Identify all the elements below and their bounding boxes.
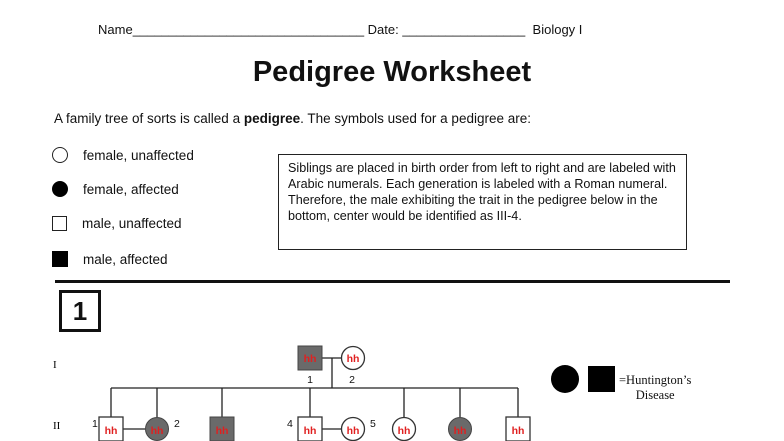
genotype-label: hh [346, 353, 360, 365]
generation-label-i: I [53, 359, 57, 371]
individual-number: 1 [92, 418, 98, 430]
page-title: Pedigree Worksheet [252, 56, 532, 88]
intro-before: A family tree of sorts is called a [54, 111, 244, 126]
date-field[interactable]: _________________ [402, 22, 526, 37]
disease-legend-line1: =Huntington’s [619, 373, 692, 387]
legend-label: male, affected [83, 251, 168, 267]
generation-label-ii: II [53, 420, 61, 432]
individual-number: 1 [307, 374, 313, 386]
date-label: Date: [367, 22, 399, 37]
legend-label: female, affected [83, 181, 179, 197]
disease-legend [619, 373, 691, 403]
individual-ii-5[interactable] [342, 418, 377, 441]
genotype-label: hh [511, 425, 525, 437]
individual-ii-2[interactable] [146, 418, 181, 441]
individual-i-2[interactable] [342, 347, 365, 387]
instructions-note: Siblings are placed in birth order from left to right and are labeled with Arabic numerals. Each generation is labeled with a Roman numeral. Therefore, the male exhibiting the trait in the pedigree below in the bottom, center would be identified as III-4. [278, 154, 687, 250]
legend-label: male, unaffected [82, 215, 182, 231]
individual-number: 2 [174, 418, 180, 430]
genotype-label: hh [150, 425, 164, 437]
individual-number: 4 [287, 418, 293, 430]
genotype-label: hh [397, 425, 411, 437]
individual-number: 2 [349, 374, 355, 386]
genotype-label: hh [104, 425, 118, 437]
intro-after: . The symbols used for a pedigree are: [300, 111, 531, 126]
individual-ii-7[interactable] [449, 418, 472, 441]
genotype-label: hh [303, 353, 317, 365]
name-field[interactable]: ________________________________ [132, 22, 365, 37]
problem-number-box: 1 [59, 290, 101, 332]
legend-label: female, unaffected [83, 147, 194, 163]
individual-ii-6[interactable] [393, 418, 416, 441]
course-label: Biology I [532, 22, 583, 37]
individual-ii-1[interactable] [92, 417, 123, 441]
genotype-label: hh [303, 425, 317, 437]
individual-number: 5 [370, 418, 376, 430]
disease-legend-line2: Disease [635, 388, 675, 402]
individual-ii-3[interactable] [210, 417, 234, 441]
genotype-label: hh [215, 425, 229, 437]
genotype-label: hh [453, 425, 467, 437]
disease-circle-icon [551, 365, 579, 393]
name-label: Name [98, 22, 133, 37]
individual-i-1[interactable] [298, 346, 322, 386]
genotype-label: hh [346, 425, 360, 437]
individual-ii-8[interactable] [506, 417, 530, 441]
individual-ii-4[interactable] [287, 417, 322, 441]
disease-square-icon [588, 366, 615, 392]
intro-bold-term: pedigree [243, 111, 301, 126]
